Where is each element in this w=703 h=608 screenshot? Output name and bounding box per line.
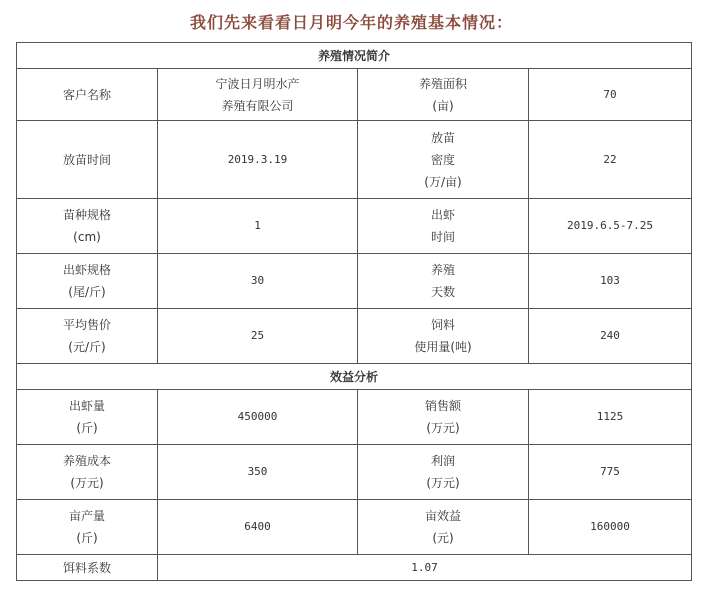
table-row bbox=[17, 309, 692, 364]
row-value bbox=[158, 121, 358, 199]
row-value bbox=[158, 390, 358, 445]
row-label bbox=[358, 390, 529, 445]
section-header-intro bbox=[17, 43, 692, 69]
row-value-text: 350 bbox=[247, 465, 268, 478]
row-label-text: 亩产量 bbox=[68, 509, 105, 523]
row-value bbox=[529, 199, 692, 254]
section-header-benefit bbox=[17, 364, 692, 390]
row-value-text: 2019.3.19 bbox=[227, 152, 288, 166]
row-label-text: (万元) bbox=[426, 421, 460, 435]
row-value bbox=[158, 445, 358, 500]
row-label-text: 销售额 bbox=[424, 399, 461, 413]
row-value-text: 22 bbox=[603, 152, 617, 166]
row-value bbox=[529, 445, 692, 500]
row-label bbox=[358, 500, 529, 555]
row-label-text: 放苗 bbox=[430, 130, 455, 145]
section-title-intro: 养殖情况简介 bbox=[17, 43, 692, 69]
row-value-text: 103 bbox=[600, 274, 620, 287]
section-title-benefit: 效益分析 bbox=[17, 364, 692, 390]
breeding-info-table bbox=[16, 42, 692, 581]
table-row bbox=[17, 390, 692, 445]
row-label-text: (亩) bbox=[432, 98, 454, 113]
row-label bbox=[17, 69, 158, 121]
row-label bbox=[17, 254, 158, 309]
row-label-text: (斤) bbox=[76, 421, 98, 435]
row-label-text: (元/斤) bbox=[68, 340, 106, 354]
row-label-text: 饲料 bbox=[430, 318, 455, 332]
row-label-text: 密度 bbox=[430, 152, 455, 167]
row-value bbox=[529, 309, 692, 364]
row-label-text: (万元) bbox=[426, 476, 460, 490]
table-row bbox=[17, 199, 692, 254]
row-label-text: 养殖面积 bbox=[418, 76, 467, 91]
table-row bbox=[17, 121, 692, 199]
row-value bbox=[158, 69, 358, 121]
row-label-text: 使用量(吨) bbox=[414, 340, 472, 354]
row-value bbox=[158, 309, 358, 364]
row-value-text: 30 bbox=[250, 274, 265, 287]
row-label-text: 平均售价 bbox=[62, 318, 111, 332]
row-label-text: (万元) bbox=[70, 476, 104, 490]
row-value-text: 775 bbox=[600, 465, 620, 478]
row-label-text: 亩效益 bbox=[424, 509, 461, 523]
row-value bbox=[158, 199, 358, 254]
table-row bbox=[17, 445, 692, 500]
row-label-text: 出虾量 bbox=[68, 399, 105, 413]
row-label-text: (尾/斤) bbox=[68, 285, 106, 299]
row-value-text: 70 bbox=[603, 87, 617, 101]
row-label-text: 利润 bbox=[430, 454, 455, 468]
row-label-text: (元) bbox=[432, 531, 454, 545]
row-label bbox=[17, 121, 158, 199]
row-value bbox=[158, 500, 358, 555]
row-value-text: 240 bbox=[600, 329, 620, 342]
row-label-text: 养殖 bbox=[430, 263, 455, 277]
row-value-text: 1 bbox=[254, 219, 261, 232]
row-label-text: (cm) bbox=[73, 230, 101, 244]
row-label bbox=[17, 309, 158, 364]
row-value-text: 养殖有限公司 bbox=[221, 98, 294, 113]
row-label-text: 客户名称 bbox=[62, 87, 111, 102]
feed-ratio-value: 1.07 bbox=[158, 555, 692, 581]
row-value-text: 宁波日月明水产 bbox=[215, 76, 300, 91]
table-row bbox=[17, 500, 692, 555]
row-label-text: (斤) bbox=[76, 531, 98, 545]
row-label bbox=[358, 121, 529, 199]
row-label-text: 时间 bbox=[430, 230, 455, 244]
row-label bbox=[17, 390, 158, 445]
feed-ratio-label: 饵料系数 bbox=[17, 555, 158, 581]
table-row bbox=[17, 254, 692, 309]
row-value bbox=[529, 390, 692, 445]
row-label bbox=[358, 69, 529, 121]
row-label-text: 放苗时间 bbox=[62, 152, 111, 167]
row-label-text: 出虾 bbox=[430, 208, 455, 222]
row-label bbox=[17, 445, 158, 500]
row-label-text: 养殖成本 bbox=[62, 454, 111, 468]
table-row bbox=[17, 69, 692, 121]
row-label bbox=[358, 199, 529, 254]
row-value-text: 2019.6.5-7.25 bbox=[566, 219, 654, 232]
row-label bbox=[358, 254, 529, 309]
row-label bbox=[358, 309, 529, 364]
row-value bbox=[529, 69, 692, 121]
row-label bbox=[17, 500, 158, 555]
page-title: 我们先来看看日月明今年的养殖基本情况： bbox=[189, 13, 513, 32]
row-value bbox=[158, 254, 358, 309]
row-value bbox=[529, 254, 692, 309]
row-value-text: 25 bbox=[250, 329, 265, 342]
row-value-text: 6400 bbox=[244, 520, 271, 533]
row-value bbox=[529, 500, 692, 555]
row-label-text: 苗种规格 bbox=[62, 208, 111, 222]
row-value-text: 160000 bbox=[590, 520, 630, 533]
row-label-text: 出虾规格 bbox=[62, 263, 111, 277]
row-value bbox=[529, 121, 692, 199]
row-value-text: 1125 bbox=[596, 410, 624, 423]
row-label bbox=[17, 199, 158, 254]
row-label bbox=[358, 445, 529, 500]
table-row-feed-ratio bbox=[17, 555, 692, 581]
row-label-text: (万/亩) bbox=[424, 174, 462, 189]
row-label-text: 天数 bbox=[430, 285, 455, 299]
row-value-text: 450000 bbox=[237, 410, 278, 423]
